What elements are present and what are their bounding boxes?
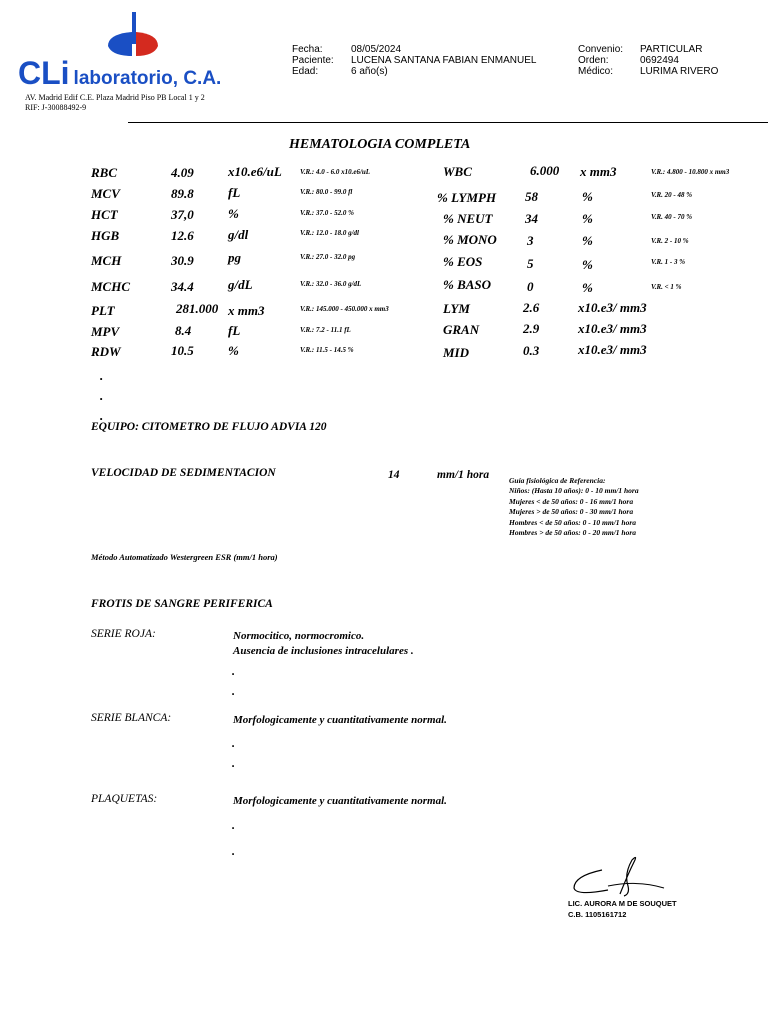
result-ref: V.R. 1 - 3 % xyxy=(651,258,686,266)
spacer-dot: . xyxy=(100,388,104,403)
lab-logo-rest: laboratorio, C.A. xyxy=(73,68,222,89)
result-ref: V.R.: 12.0 - 18.0 g/dl xyxy=(300,229,359,237)
serie-roja-label: SERIE ROJA: xyxy=(91,628,156,640)
result-value: 281.000 xyxy=(176,301,219,316)
lab-rif: RIF: J-30088492-9 xyxy=(25,103,87,112)
result-value: 5 xyxy=(527,256,534,271)
result-ref: V.R.: 80.0 - 99.0 fl xyxy=(300,188,353,196)
lab-logo-emblem xyxy=(94,10,174,62)
plaquetas-text: Morfologicamente y cuantitativamente normal. xyxy=(233,795,447,807)
result-name: PLT xyxy=(91,303,115,318)
page-title: HEMATOLOGIA COMPLETA xyxy=(289,137,471,152)
edad-label: Edad: xyxy=(292,66,319,77)
vsg-ref-line: Mujeres < de 50 años: 0 - 16 mm/1 hora xyxy=(509,496,634,506)
result-name: MCHC xyxy=(91,279,131,294)
vsg-ref-line: Hombres < de 50 años: 0 - 10 mm/1 hora xyxy=(509,517,636,527)
convenio-value: PARTICULAR xyxy=(640,44,703,55)
result-ref: V.R.: 32.0 - 36.0 g/dL xyxy=(300,280,362,288)
spacer-dot: . xyxy=(100,408,104,423)
result-ref: V.R.: 145.000 - 450.000 x mm3 xyxy=(300,305,389,313)
convenio-label: Convenio: xyxy=(578,44,624,55)
result-ref: V.R. 20 - 48 % xyxy=(651,191,693,199)
result-value: 8.4 xyxy=(175,323,192,338)
lab-logo xyxy=(18,10,238,96)
result-ref: V.R.: 7.2 - 11.1 fL xyxy=(300,326,351,334)
result-name: % MONO xyxy=(443,232,497,247)
plaquetas-label: PLAQUETAS: xyxy=(91,793,158,805)
result-value: 34.4 xyxy=(171,279,194,294)
spacer-dot: . xyxy=(232,844,235,858)
result-name: % EOS xyxy=(443,254,483,269)
lab-logo-text xyxy=(18,55,222,95)
serie-roja-text: Ausencia de inclusiones intracelulares . xyxy=(233,645,414,657)
serie-blanca-label: SERIE BLANCA: xyxy=(91,712,172,724)
result-unit: % xyxy=(582,280,593,295)
signature-name: LIC. AURORA M DE SOUQUET xyxy=(568,899,677,908)
vsg-method: Método Automatizado Westergreen ESR (mm/1 hora) xyxy=(91,552,278,562)
result-name: MCH xyxy=(91,253,122,268)
result-unit: % xyxy=(582,257,593,272)
paciente-value: LUCENA SANTANA FABIAN ENMANUEL xyxy=(351,55,537,66)
result-name: HGB xyxy=(91,228,120,243)
orden-label: Orden: xyxy=(578,55,609,66)
result-unit: x10.e6/uL xyxy=(228,164,282,179)
serie-roja-text: Normocitico, normocromico. xyxy=(233,630,365,642)
result-name: % BASO xyxy=(443,277,492,292)
result-value: 37,0 xyxy=(171,207,194,222)
result-value: 2.9 xyxy=(523,321,540,336)
result-name: MCV xyxy=(91,186,120,201)
vsg-ref-line: Hombres > de 50 años: 0 - 20 mm/1 hora xyxy=(509,528,636,538)
result-value: 0 xyxy=(527,279,534,294)
orden-value: 0692494 xyxy=(640,55,679,66)
vsg-unit: mm/1 hora xyxy=(437,469,490,481)
result-name: GRAN xyxy=(443,322,480,337)
result-ref: V.R. < 1 % xyxy=(651,283,682,291)
result-name: MPV xyxy=(91,324,120,339)
result-unit: fL xyxy=(228,185,241,200)
result-unit: pg xyxy=(228,250,241,265)
result-ref: V.R.: 11.5 - 14.5 % xyxy=(300,346,354,354)
result-ref: V.R.: 4.0 - 6.0 x10.e6/uL xyxy=(300,168,371,176)
result-name: % LYMPH xyxy=(437,190,497,205)
result-unit: % xyxy=(582,211,593,226)
frotis-title: FROTIS DE SANGRE PERIFERICA xyxy=(91,598,273,610)
medico-value: LURIMA RIVERO xyxy=(640,66,719,77)
result-unit: g/dl xyxy=(228,227,249,242)
vsg-ref-line: Niños: (Hasta 10 años): 0 - 10 mm/1 hora xyxy=(509,486,639,496)
vsg-ref-line: Mujeres > de 50 años: 0 - 30 mm/1 hora xyxy=(509,507,634,517)
spacer-dot: . xyxy=(100,368,104,383)
result-unit: x10.e3/ mm3 xyxy=(578,321,647,336)
spacer-dot: . xyxy=(232,664,235,678)
result-unit: % xyxy=(228,343,239,358)
result-unit: x mm3 xyxy=(228,303,265,318)
spacer-dot: . xyxy=(232,736,235,750)
vsg-label: VELOCIDAD DE SEDIMENTACION xyxy=(91,467,276,479)
result-name: LYM xyxy=(443,301,470,316)
result-value: 89.8 xyxy=(171,186,194,201)
result-unit: x mm3 xyxy=(580,164,617,179)
result-name: WBC xyxy=(443,164,472,179)
result-unit: % xyxy=(228,206,239,221)
paciente-label: Paciente: xyxy=(292,55,334,66)
result-value: 58 xyxy=(525,189,538,204)
edad-value: 6 año(s) xyxy=(351,66,388,77)
vsg-reference xyxy=(509,476,639,538)
result-unit: fL xyxy=(228,323,241,338)
result-ref: V.R.: 37.0 - 52.0 % xyxy=(300,209,354,217)
fecha-label: Fecha: xyxy=(292,44,323,55)
result-value: 4.09 xyxy=(171,165,194,180)
result-value: 0.3 xyxy=(523,343,540,358)
fecha-value: 08/05/2024 xyxy=(351,44,402,55)
equipo-note: EQUIPO: CITOMETRO DE FLUJO ADVIA 120 xyxy=(91,421,327,433)
lab-address: AV. Madrid Edif C.E. Plaza Madrid Piso PB Local 1 y 2 xyxy=(25,93,205,102)
result-name: % NEUT xyxy=(443,211,493,226)
serie-blanca-text: Morfologicamente y cuantitativamente normal. xyxy=(233,714,447,726)
result-name: MID xyxy=(443,345,470,360)
result-value: 3 xyxy=(527,233,534,248)
result-unit: g/dL xyxy=(228,277,253,292)
spacer-dot: . xyxy=(232,818,235,832)
result-unit: x10.e3/ mm3 xyxy=(578,342,647,357)
spacer-dot: . xyxy=(232,756,235,770)
header-divider xyxy=(128,122,768,123)
result-name: RDW xyxy=(91,344,121,359)
result-value: 30.9 xyxy=(171,253,194,268)
result-value: 2.6 xyxy=(523,300,540,315)
spacer-dot: . xyxy=(232,684,235,698)
medico-label: Médico: xyxy=(578,66,614,77)
lab-logo-cli: CLi xyxy=(18,55,70,91)
result-unit: % xyxy=(582,189,593,204)
result-value: 34 xyxy=(525,211,538,226)
result-name: HCT xyxy=(91,207,118,222)
signature-id: C.B. 1105161712 xyxy=(568,910,627,919)
result-value: 10.5 xyxy=(171,343,194,358)
result-unit: x10.e3/ mm3 xyxy=(578,300,647,315)
result-value: 6.000 xyxy=(530,163,560,178)
result-ref: V.R.: 4.800 - 10.800 x mm3 xyxy=(651,168,730,176)
result-ref: V.R.: 27.0 - 32.0 pg xyxy=(300,253,356,261)
result-value: 12.6 xyxy=(171,228,194,243)
result-ref: V.R. 40 - 70 % xyxy=(651,213,693,221)
result-unit: % xyxy=(582,233,593,248)
result-ref: V.R. 2 - 10 % xyxy=(651,237,689,245)
vsg-value: 14 xyxy=(388,469,400,481)
vsg-ref-title: Guía fisiológica de Referencia: xyxy=(509,476,606,485)
result-name: RBC xyxy=(91,165,118,180)
signature-scribble xyxy=(568,852,698,900)
